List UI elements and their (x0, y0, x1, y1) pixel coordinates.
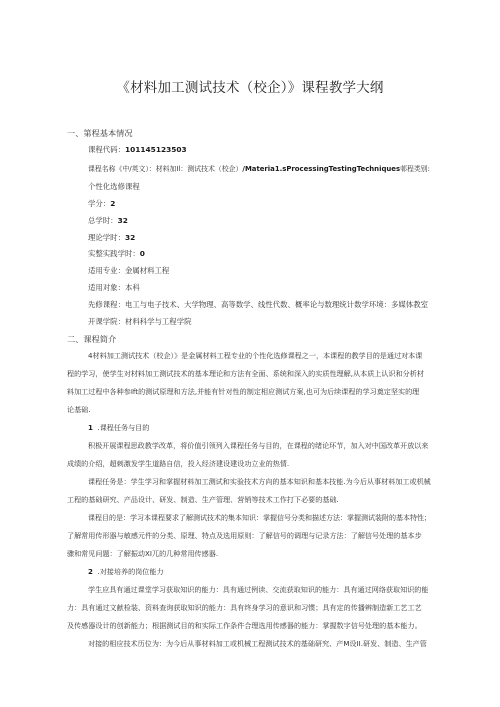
intro-line: 料加工过程中各种参Ift的测试原理和方法,并能有针对性的制定相应测试方案,也可为后续课程的学习奠定坚实的理 (67, 387, 420, 396)
goal-line: 了解常用传形器与敏感元件的分类、原理、特点及选用原则：了解信号的调理与记录方法：了解信号处理的基本步 (67, 531, 422, 540)
target-audience: 适用对象：本科 (88, 283, 140, 292)
intro-line: 程的学习，使学生对材料加工测试技术的基本理论和方法有全面、系统和深入的实质性理解,从本质上认识和分析材 (67, 369, 424, 378)
course-category: 个性化选修课程 (88, 182, 140, 191)
subsection-1-heading: 1 .课程任务与目的 (88, 423, 150, 432)
ability-line: 力：具有通过文献检装、资料查询获取知识的能力：具有终身学习的意识和习惯；具有定的传播辨制造新工艺工艺 (67, 603, 422, 612)
course-name: 课程名称《中/英文）：材料加Il：测试技术（校企）/Materia1.sProcessingTestingTechniques邨程类别: (88, 165, 430, 173)
section-1-heading: 一、第程基本情况 (67, 128, 133, 138)
section-2-heading: 二、课程简介 (67, 334, 117, 344)
theory-hours: 理论学时：32 (88, 233, 136, 242)
subsection-2-heading: 2 .对接培养的岗位能力 (88, 567, 164, 576)
prerequisites: 先修课程：电工与电子技术、大学物理、高等数学、线性代数、概率论与数理统计数学环境：多媒体教室 (88, 300, 428, 309)
goal-line: 课程目的是：学习本课程要求了解测试技术的集本知识：掌握信号分类和描述方法：掌握测试装附的基本特性； (88, 514, 431, 522)
applicable-major: 适用专业：金属材料工程 (88, 266, 170, 275)
page-title: 《材料加工测试技术（校企）》课程教学大纲 (116, 80, 384, 96)
ideology-line: 积极开展课程思政教学改革，将价值引领列入课程任务与目的，在课程的绪论环节，加入对中国改革开放以来 (88, 441, 429, 450)
ideology-line: 成绩的介绍，超刺激发学生道路自信，投入经济建设建设功立业的热情. (67, 459, 290, 468)
goal-line: 骤和常见问题：了解振动XI兀的几种常用传感器. (67, 549, 219, 558)
ability-line: 学生应具有通过课堂学习获取知识的能力：具有通过例读、交流获取知识的能力：具有通过网络获取知识的能 (88, 585, 429, 594)
task-line: 工程的基础研究、产品设计、研发、制造、生产管理、营销等技术工作打下必要的基础. (67, 495, 339, 504)
intro-line: 4材料加工测试技术（校企）》是金属材料工程专业的个性化选修课程之一，本课程的教学目的是通过对本课 (88, 351, 423, 360)
intro-line: 论基础. (67, 405, 91, 414)
offering-school: 开课学院：材料科学与工程学院 (88, 317, 192, 326)
position-line: 对接的相应技术历位为：为今后从事材料加工或机械工程测试技术的基础研究、产M设II.研发、制造、生产管 (88, 639, 427, 648)
course-code: 课程代码：101145123503 (88, 145, 187, 154)
credits: 学分：2 (88, 199, 116, 208)
ability-line: 及传感器设计的创新能力；根据测试目的和实际工作条件合理选用传感器的能力：掌握数字信号处理的基本能力。 (67, 621, 422, 630)
task-line: 课程任务是：学生学习和掌握材料加工测试和实验技术方向的基本知识和基本技能.为今后从事材料加工或机械 (88, 477, 431, 486)
total-hours: 总学时：32 (88, 216, 128, 225)
lab-hours: 实整实践学时：0 (88, 249, 145, 258)
